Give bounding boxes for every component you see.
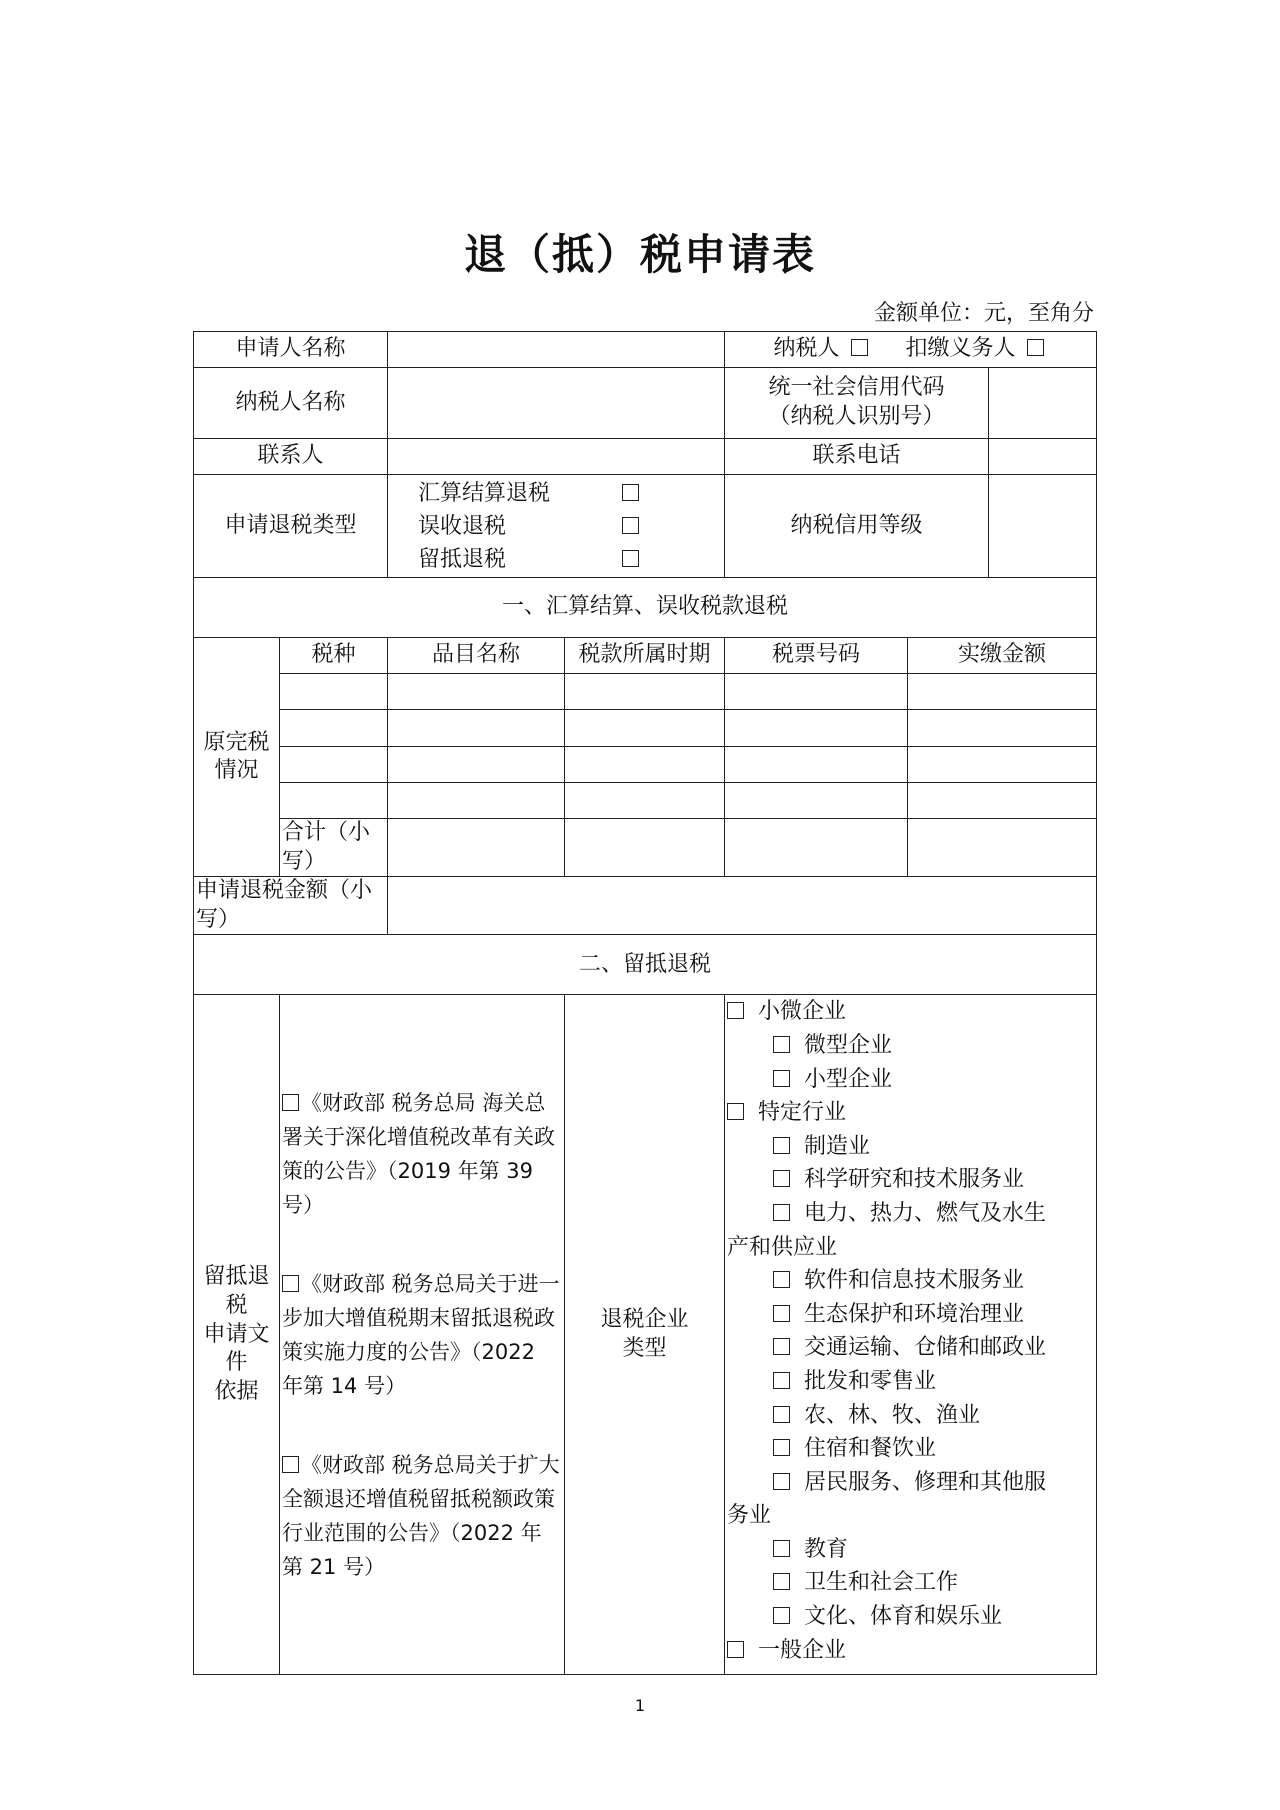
- table-row: [194, 710, 1097, 747]
- refund-application-form: [193, 331, 1097, 1675]
- table-cell[interactable]: [280, 747, 388, 783]
- type-option: [727, 1163, 1094, 1197]
- table-cell[interactable]: [565, 819, 725, 877]
- basis-label: [194, 995, 280, 1675]
- type-label: 批发和零售业: [804, 1368, 937, 1394]
- type-label: 卫生和社会工作: [804, 1570, 959, 1596]
- withholder-checkbox[interactable]: [1027, 339, 1044, 356]
- type-option-continuation: 务业: [727, 1503, 772, 1529]
- type-option: [727, 1264, 1094, 1298]
- table-cell[interactable]: [908, 674, 1097, 710]
- table-cell[interactable]: [388, 747, 565, 783]
- applicant-name-label: 申请人名称: [194, 332, 388, 368]
- type-label: 生态保护和环境治理业: [804, 1301, 1025, 1327]
- type-checkbox[interactable]: [773, 1473, 790, 1490]
- type-label: 一般企业: [758, 1637, 847, 1663]
- column-header: 品目名称: [388, 638, 565, 674]
- type-checkbox[interactable]: [773, 1372, 790, 1389]
- type-label: 科学研究和技术服务业: [804, 1167, 1025, 1193]
- table-cell[interactable]: [388, 819, 565, 877]
- type-checkbox[interactable]: [773, 1170, 790, 1187]
- type-checkbox[interactable]: [727, 1002, 744, 1019]
- type-checkbox[interactable]: [773, 1338, 790, 1355]
- basis-doc-text: 《财政部 税务总局关于扩大全额退还增值税留抵税额政策行业范围的公告》（2022 年第 21 号）: [282, 1452, 560, 1579]
- type-option: [727, 1298, 1094, 1332]
- credit-code-label: [725, 368, 989, 439]
- type-checkbox[interactable]: [773, 1573, 790, 1590]
- type-label: 微型企业: [804, 1032, 893, 1058]
- type-option: [727, 1029, 1094, 1063]
- taxpayer-name-label: 纳税人名称: [194, 368, 388, 439]
- withholder-option-label: 扣缴义务人: [905, 336, 1016, 362]
- table-cell[interactable]: [725, 674, 908, 710]
- credit-code-label-line2: （纳税人识别号）: [768, 404, 945, 429]
- table-cell[interactable]: [725, 710, 908, 747]
- original-payment-label-line1: 原完税: [203, 729, 270, 755]
- type-checkbox[interactable]: [773, 1271, 790, 1288]
- table-row: [194, 747, 1097, 783]
- type-label: 特定行业: [758, 1100, 847, 1126]
- type-checkbox[interactable]: [773, 1439, 790, 1456]
- type-label: 居民服务、修理和其他服: [804, 1469, 1047, 1495]
- table-row: [194, 674, 1097, 710]
- section2-heading: 二、留抵退税: [194, 935, 1097, 995]
- type-label: 住宿和餐饮业: [804, 1436, 937, 1462]
- table-cell[interactable]: [908, 783, 1097, 819]
- type-label: 文化、体育和娱乐业: [804, 1604, 1003, 1630]
- table-cell[interactable]: [725, 747, 908, 783]
- type-label: 交通运输、仓储和邮政业: [804, 1335, 1047, 1361]
- basis-doc-checkbox[interactable]: [282, 1275, 299, 1292]
- basis-doc-text: 《财政部 税务总局 海关总署关于深化增值税改革有关政策的公告》（2019 年第 39 号）: [282, 1090, 555, 1217]
- refund-type-options: [388, 475, 725, 578]
- basis-document-item: [282, 1448, 562, 1584]
- type-label: 电力、热力、燃气及水生: [804, 1200, 1047, 1226]
- type-option: [727, 1566, 1094, 1600]
- type-label: 农、林、牧、渔业: [804, 1402, 981, 1428]
- basis-document-item: [282, 1267, 562, 1403]
- type-checkbox[interactable]: [727, 1103, 744, 1120]
- retained-credit-refund-checkbox[interactable]: [622, 550, 639, 567]
- table-cell[interactable]: [388, 674, 565, 710]
- table-cell[interactable]: [388, 783, 565, 819]
- contact-field[interactable]: [388, 439, 725, 475]
- type-checkbox[interactable]: [773, 1540, 790, 1557]
- table-cell[interactable]: [908, 710, 1097, 747]
- table-cell[interactable]: [388, 710, 565, 747]
- type-option: [727, 1365, 1094, 1399]
- type-option: [727, 995, 1094, 1029]
- type-option-continuation: 产和供应业: [727, 1234, 838, 1260]
- refund-type-option-label: 留抵退税: [418, 546, 507, 572]
- refund-amount-field[interactable]: [388, 877, 1097, 935]
- taxpayer-checkbox[interactable]: [851, 339, 868, 356]
- section1-heading: 一、汇算结算、误收税款退税: [194, 578, 1097, 638]
- type-option: [727, 1600, 1094, 1634]
- type-option: [727, 1331, 1094, 1365]
- table-cell[interactable]: [908, 819, 1097, 877]
- phone-label: 联系电话: [725, 439, 989, 475]
- refund-type-option-label: 误收退税: [418, 513, 507, 539]
- settlement-refund-checkbox[interactable]: [622, 484, 639, 501]
- type-label: 软件和信息技术服务业: [804, 1268, 1025, 1294]
- table-cell[interactable]: [565, 710, 725, 747]
- contact-label: 联系人: [194, 439, 388, 475]
- table-cell[interactable]: [725, 819, 908, 877]
- table-cell[interactable]: [280, 674, 388, 710]
- basis-doc-checkbox[interactable]: [282, 1094, 299, 1111]
- table-cell[interactable]: [280, 710, 388, 747]
- enterprise-type-label-line2: 类型: [622, 1335, 667, 1361]
- type-option: [727, 1096, 1094, 1130]
- basis-doc-text: 《财政部 税务总局关于进一步加大增值税期末留抵退税政策实施力度的公告》（2022 年第 14 号）: [282, 1271, 560, 1398]
- table-cell[interactable]: [565, 674, 725, 710]
- type-checkbox[interactable]: [773, 1204, 790, 1221]
- refund-type-label: 申请退税类型: [194, 475, 388, 578]
- table-cell[interactable]: [725, 783, 908, 819]
- type-checkbox[interactable]: [773, 1406, 790, 1423]
- credit-level-field[interactable]: [989, 475, 1097, 578]
- table-cell[interactable]: [908, 747, 1097, 783]
- refund-type-option-label: 汇算结算退税: [418, 480, 551, 506]
- type-option: [727, 1533, 1094, 1567]
- basis-doc-checkbox[interactable]: [282, 1456, 299, 1473]
- type-checkbox[interactable]: [773, 1305, 790, 1322]
- mistaken-refund-checkbox[interactable]: [622, 517, 639, 534]
- basis-label-line3: 依据: [214, 1378, 259, 1404]
- type-option: [727, 1432, 1094, 1466]
- table-cell[interactable]: [565, 747, 725, 783]
- credit-level-label: 纳税信用等级: [725, 475, 989, 578]
- refund-amount-label: 申请退税金额（小写）: [194, 877, 388, 935]
- type-option: [727, 1197, 1094, 1231]
- type-checkbox[interactable]: [773, 1137, 790, 1154]
- subtotal-label: 合计（小写）: [280, 819, 388, 877]
- type-option: [727, 1634, 1094, 1668]
- basis-label-line2: 申请文件: [203, 1321, 270, 1376]
- taxpayer-name-field[interactable]: [388, 368, 725, 439]
- column-header: 税款所属时期: [565, 638, 725, 674]
- subtotal-row: [194, 819, 1097, 877]
- type-option: [727, 1130, 1094, 1164]
- type-option: [727, 1399, 1094, 1433]
- table-row: [194, 783, 1097, 819]
- column-header: 实缴金额: [908, 638, 1097, 674]
- basis-documents: [280, 995, 565, 1675]
- applicant-name-field[interactable]: [388, 332, 725, 368]
- enterprise-type-list: [725, 995, 1097, 1675]
- type-label: 小型企业: [804, 1066, 893, 1092]
- column-header: 税种: [280, 638, 388, 674]
- credit-code-field[interactable]: [989, 368, 1097, 439]
- type-option: [727, 1466, 1094, 1500]
- type-checkbox[interactable]: [773, 1607, 790, 1624]
- enterprise-type-label-line1: 退税企业: [600, 1307, 689, 1333]
- phone-field[interactable]: [989, 439, 1097, 475]
- original-payment-label: [194, 638, 280, 877]
- page-number: 1: [634, 1696, 646, 1715]
- original-payment-label-line2: 情况: [214, 758, 259, 784]
- basis-label-line1: 留抵退税: [203, 1264, 270, 1318]
- table-cell[interactable]: [280, 783, 388, 819]
- table-cell[interactable]: [565, 783, 725, 819]
- type-checkbox[interactable]: [727, 1641, 744, 1658]
- taxpayer-option-label: 纳税人: [773, 336, 840, 362]
- type-checkbox[interactable]: [773, 1070, 790, 1087]
- applicant-role-selector: [725, 332, 1097, 368]
- type-label: 小微企业: [758, 999, 847, 1025]
- basis-document-item: [282, 1086, 562, 1222]
- credit-code-label-line1: 统一社会信用代码: [768, 375, 945, 401]
- enterprise-type-label: [565, 995, 725, 1675]
- page-title: 退（抵）税申请表: [463, 230, 816, 279]
- amount-unit-note: 金额单位：元，至角分: [873, 301, 1094, 326]
- type-option: [727, 1063, 1094, 1097]
- column-header: 税票号码: [725, 638, 908, 674]
- type-label: 教育: [804, 1536, 849, 1562]
- type-label: 制造业: [804, 1133, 871, 1159]
- type-checkbox[interactable]: [773, 1036, 790, 1053]
